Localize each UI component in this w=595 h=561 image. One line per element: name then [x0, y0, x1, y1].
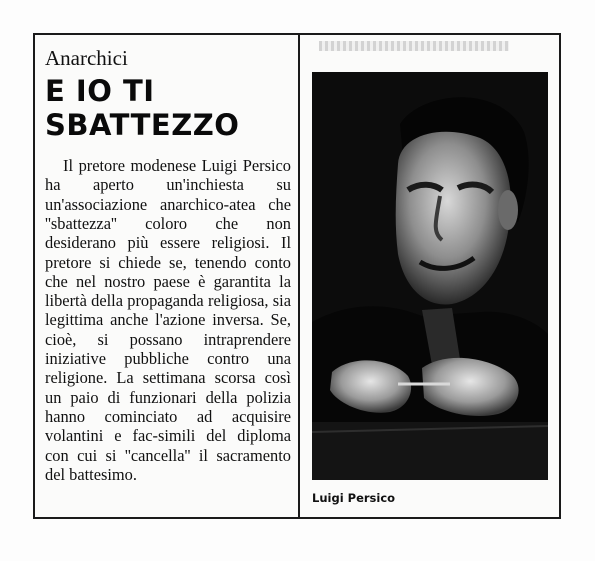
headline-line-2: SBATTEZZO	[45, 108, 240, 143]
portrait-illustration	[312, 72, 548, 480]
portrait-photo	[312, 72, 548, 480]
faded-header-strip	[319, 41, 509, 51]
photo-caption: Luigi Persico	[312, 491, 396, 505]
article-body: Il pretore modenese Luigi Persico ha aperto un'inchiesta su un'associazione anarchico-atea che ''sbattezza'' coloro che non desiderano più essere religiosi. Il pretore si chiede se, tenendo conto che nel nostro paese è garantita la libertà della propaganda religiosa, sia legittima anche l'azione inversa. Se, cioè, si possano intraprendere iniziative pubbliche contro una religione. La settimana scorsa così un paio di funzionari della polizia hanno cominciato ad acquisire volantini e fac-simili del diploma con cui si ''cancella'' il sacramento del battesimo.	[45, 156, 291, 484]
article-column	[45, 47, 291, 484]
article-headline	[45, 74, 291, 142]
column-divider	[298, 35, 300, 517]
article-kicker: Anarchici	[45, 46, 128, 70]
newspaper-clipping	[33, 33, 561, 519]
headline-line-1: E IO TI	[45, 74, 155, 109]
